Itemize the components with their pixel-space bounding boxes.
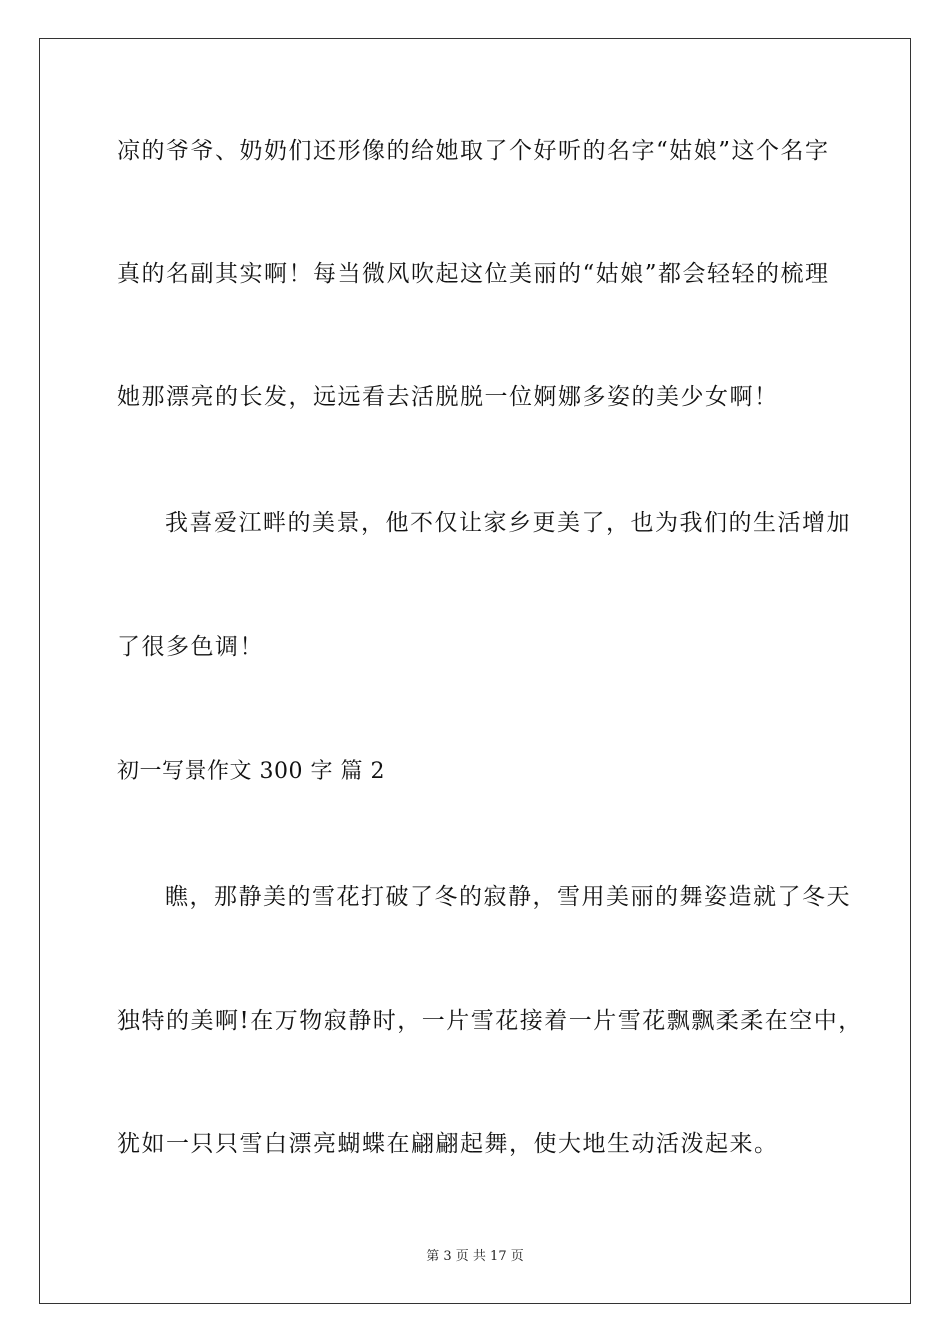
paragraph-line: 独特的美啊!在万物寂静时，一片雪花接着一片雪花飘飘柔柔在空中， [117,1008,863,1034]
section-heading: 初一写景作文 300 字 篇 2 [117,759,385,784]
paragraph-line: 瞧，那静美的雪花打破了冬的寂静，雪用美丽的舞姿造就了冬天 [165,884,851,910]
paragraph-line: 犹如一只只雪白漂亮蝴蝶在翩翩起舞，使大地生动活泼起来。 [117,1131,779,1157]
page-border [39,38,911,1304]
paragraph-line: 她那漂亮的长发，远远看去活脱脱一位婀娜多姿的美少女啊！ [117,384,779,410]
paragraph-line: 了很多色调！ [117,634,264,660]
page-number-footer: 第 3 页 共 17 页 [426,1249,524,1264]
paragraph-line: 凉的爷爷、奶奶们还形像的给她取了个好听的名字“姑娘”这个名字 [117,138,830,164]
paragraph-line: 真的名副其实啊！每当微风吹起这位美丽的“姑娘”都会轻轻的梳理 [117,261,830,287]
paragraph-line: 我喜爱江畔的美景，他不仅让家乡更美了，也为我们的生活增加 [165,510,851,536]
